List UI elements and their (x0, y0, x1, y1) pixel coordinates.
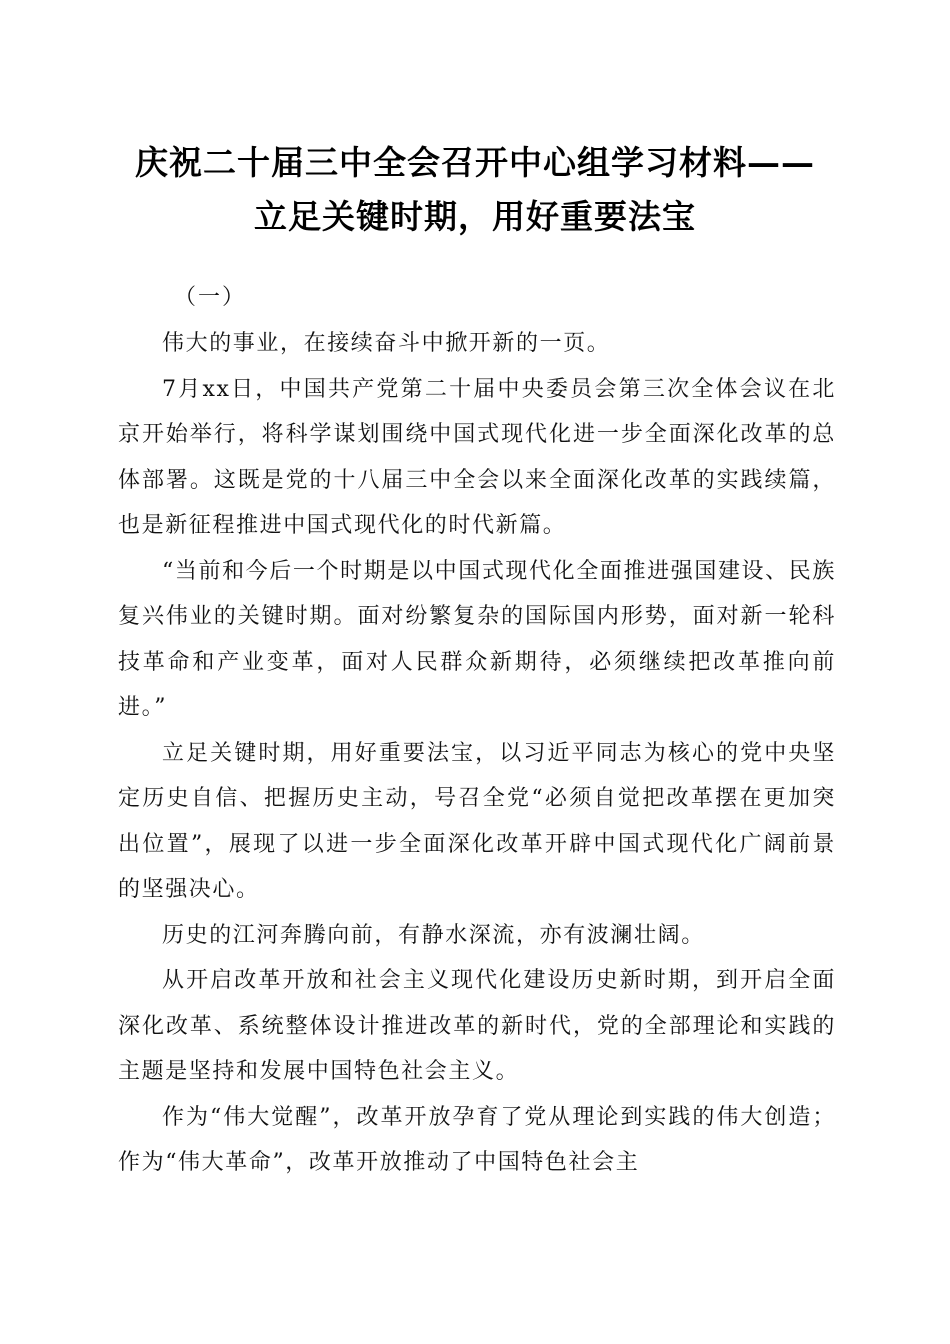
paragraph-3: “当前和今后一个时期是以中国式现代化全面推进强国建设、民族复兴伟业的关键时期。面对纷繁复杂的国际国内形势，面对新一轮科技革命和产业变革，面对人民群众新期待，必须继续把改革推向前进。” (118, 558, 836, 720)
paragraph-4: 立足关键时期，用好重要法宝，以习近平同志为核心的党中央坚定历史自信、把握历史主动，号召全党“必须自觉把改革摆在更加突出位置”，展现了以进一步全面深化改革开辟中国式现代化广阔前景的坚强决心。 (118, 740, 836, 902)
section-heading: （一） (174, 285, 247, 310)
paragraph-1: 伟大的事业，在接续奋斗中掀开新的一页。 (162, 331, 611, 356)
paragraph-6: 从开启改革开放和社会主义现代化建设历史新时期，到开启全面深化改革、系统整体设计推进改革的新时代，党的全部理论和实践的主题是坚持和发展中国特色社会主义。 (118, 968, 836, 1084)
paragraph-5: 历史的江河奔腾向前，有静水深流，亦有波澜壮阔。 (162, 922, 705, 948)
document-title (90, 136, 860, 244)
paragraph-7: 作为“伟大觉醒”，改革开放孕育了党从理论到实践的伟大创造；作为“伟大革命”，改革开放推动了中国特色社会主 (118, 1104, 836, 1175)
title-line-1: 庆祝二十届三中全会召开中心组学习材料—— (135, 143, 815, 182)
title-line-2: 立足关键时期，用好重要法宝 (254, 197, 696, 236)
document-body (118, 275, 836, 1186)
paragraph-2: 7月xx日，中国共产党第二十届中央委员会第三次全体会议在北京开始举行，将科学谋划围绕中国式现代化进一步全面深化改革的总体部署。这既是党的十八届三中全会以来全面深化改革的实践续篇，也是新征程推进中国式现代化的时代新篇。 (118, 376, 836, 538)
